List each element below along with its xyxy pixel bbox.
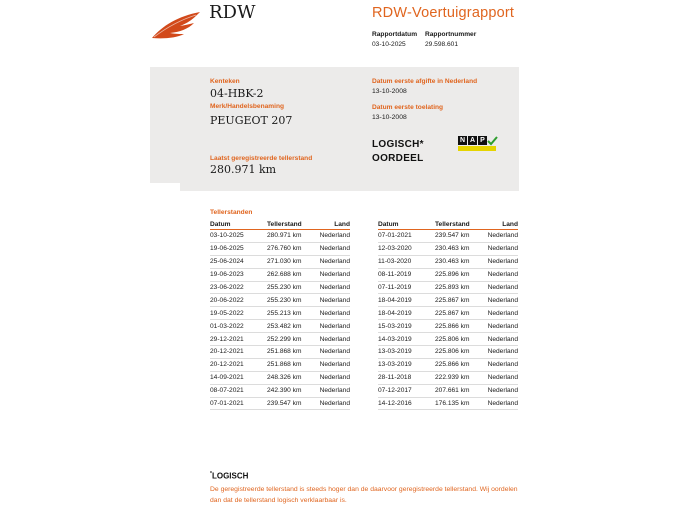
cell-reading: 276.760 km [267,242,314,255]
nap-letter-n: N [459,137,466,144]
cell-date: 15-03-2019 [378,320,435,333]
table-row [378,346,518,359]
table-row [378,230,518,243]
cell-country: Nederland [314,384,350,397]
cell-country: Nederland [314,358,350,371]
cell-country: Nederland [314,255,350,268]
cell-date: 08-11-2019 [378,268,435,281]
cell-country: Nederland [482,333,518,346]
cell-country: Nederland [314,320,350,333]
odometer-label: Laatst geregistreerde tellerstand [210,155,313,162]
cell-country: Nederland [314,230,350,243]
cell-reading: 251.868 km [267,346,314,359]
cell-reading: 242.390 km [267,384,314,397]
table-row [210,281,350,294]
nap-letter-a: A [469,137,476,144]
table-row [210,346,350,359]
col-header-country: Land [482,219,518,230]
cell-date: 13-03-2019 [378,358,435,371]
cell-date: 07-12-2017 [378,384,435,397]
cell-country: Nederland [314,371,350,384]
cell-date: 01-03-2022 [210,320,267,333]
cell-reading: 255.230 km [267,294,314,307]
cell-reading: 225.867 km [435,294,482,307]
col-header-date: Datum [210,219,267,230]
table-row [210,255,350,268]
cell-date: 11-03-2020 [378,255,435,268]
table-row [210,384,350,397]
col-header-country: Land [314,219,350,230]
make-label: Merk/Handelsbenaming [210,103,285,110]
first-admission-label: Datum eerste toelating [372,104,444,111]
first-issue-date: 13-10-2008 [372,88,407,95]
cell-reading: 251.868 km [267,358,314,371]
brand-name: RDW [209,2,256,23]
cell-reading: 176.135 km [435,397,482,410]
report-date: 03-10-2025 [372,41,406,48]
nap-logo [458,136,498,152]
cell-date: 14-03-2019 [378,333,435,346]
table-row [210,294,350,307]
cell-country: Nederland [314,333,350,346]
cell-date: 08-07-2021 [210,384,267,397]
cell-reading: 225.866 km [435,320,482,333]
table-row [378,397,518,410]
odometer-table-right [378,219,518,410]
col-header-reading: Tellerstand [435,219,482,230]
table-row [210,358,350,371]
cell-country: Nederland [482,397,518,410]
verdict-line-2: OORDEEL [372,153,424,164]
cell-reading: 262.688 km [267,268,314,281]
plate-number: 04-HBK-2 [210,87,264,100]
cell-country: Nederland [482,358,518,371]
table-row [378,294,518,307]
cell-reading: 271.030 km [267,255,314,268]
cell-date: 18-04-2019 [378,294,435,307]
odometer-value: 280.971 km [210,163,277,176]
first-admission-date: 13-10-2008 [372,114,407,121]
cell-date: 28-11-2018 [378,371,435,384]
cell-date: 14-12-2016 [378,397,435,410]
cell-reading: 280.971 km [267,230,314,243]
table-row [378,371,518,384]
cell-date: 14-09-2021 [210,371,267,384]
odometer-section-label: Tellerstanden [210,209,253,216]
cell-reading: 255.213 km [267,307,314,320]
col-header-date: Datum [378,219,435,230]
cell-country: Nederland [482,294,518,307]
cell-reading: 225.867 km [435,307,482,320]
cell-date: 19-06-2023 [210,268,267,281]
cell-date: 29-12-2021 [210,333,267,346]
cell-date: 13-03-2019 [378,346,435,359]
cell-reading: 230.463 km [435,255,482,268]
cell-reading: 225.806 km [435,346,482,359]
verdict-line-1: LOGISCH* [372,139,424,150]
cell-country: Nederland [482,255,518,268]
cell-reading: 222.939 km [435,371,482,384]
nap-letter-p: P [478,136,487,145]
cell-reading: 225.806 km [435,333,482,346]
cell-date: 20-06-2022 [210,294,267,307]
cell-country: Nederland [314,346,350,359]
table-row [378,242,518,255]
cell-date: 07-11-2019 [378,281,435,294]
footer-asterisk: * [210,471,212,477]
cell-reading: 253.482 km [267,320,314,333]
cell-date: 07-01-2021 [210,397,267,410]
cell-country: Nederland [482,320,518,333]
cell-country: Nederland [314,397,350,410]
cell-date: 18-04-2019 [378,307,435,320]
report-number: 29.598.601 [425,41,459,48]
table-row [378,320,518,333]
cell-country: Nederland [482,346,518,359]
cell-country: Nederland [314,242,350,255]
table-row [378,307,518,320]
report-date-label: Rapportdatum [372,31,418,38]
cell-country: Nederland [482,371,518,384]
col-header-reading: Tellerstand [267,219,314,230]
panel-notch [150,183,180,191]
cell-country: Nederland [482,281,518,294]
cell-reading: 252.299 km [267,333,314,346]
make-value: PEUGEOT 207 [210,114,293,127]
cell-country: Nederland [482,384,518,397]
cell-country: Nederland [314,281,350,294]
table-row [378,358,518,371]
table-row [210,307,350,320]
cell-reading: 225.893 km [435,281,482,294]
cell-reading: 239.547 km [435,230,482,243]
cell-country: Nederland [482,230,518,243]
cell-date: 20-12-2021 [210,346,267,359]
table-row [210,230,350,243]
first-issue-label: Datum eerste afgifte in Nederland [372,78,478,85]
cell-reading: 230.463 km [435,242,482,255]
cell-date: 23-06-2022 [210,281,267,294]
cell-reading: 225.866 km [435,358,482,371]
cell-date: 12-03-2020 [378,242,435,255]
cell-date: 19-06-2025 [210,242,267,255]
cell-country: Nederland [482,268,518,281]
cell-reading: 207.661 km [435,384,482,397]
nap-bar [458,146,496,151]
table-row [378,268,518,281]
table-row [210,397,350,410]
table-row [210,371,350,384]
cell-reading: 248.326 km [267,371,314,384]
table-row [210,333,350,346]
plate-label: Kenteken [210,78,240,85]
odometer-table-left [210,219,350,410]
cell-country: Nederland [482,242,518,255]
footer-title [210,471,248,481]
table-row [378,255,518,268]
vehicle-info-panel [150,67,519,191]
table-row [378,384,518,397]
footer-explanation: De geregistreerde tellerstand is steeds hoger dan de daarvoor geregistreerde tellerstand. Wij oordelen dan dat de tellerstand logisch verklaarbaar is. [210,486,518,504]
cell-reading: 255.230 km [267,281,314,294]
table-row [210,268,350,281]
cell-date: 03-10-2025 [210,230,267,243]
table-row [378,281,518,294]
rdw-logo-icon [150,8,202,40]
cell-country: Nederland [314,307,350,320]
table-row [210,320,350,333]
cell-date: 20-12-2021 [210,358,267,371]
cell-date: 19-05-2022 [210,307,267,320]
footer-title-text: LOGISCH [211,471,249,481]
cell-country: Nederland [482,307,518,320]
verdict [372,138,424,166]
nap-check-icon [487,136,498,146]
cell-reading: 239.547 km [267,397,314,410]
table-row [378,333,518,346]
cell-country: Nederland [314,294,350,307]
cell-reading: 225.896 km [435,268,482,281]
report-title: RDW-Voertuigrapport [372,5,515,21]
cell-date: 25-06-2024 [210,255,267,268]
cell-date: 07-01-2021 [378,230,435,243]
cell-country: Nederland [314,268,350,281]
report-number-label: Rapportnummer [425,31,477,38]
table-row [210,242,350,255]
